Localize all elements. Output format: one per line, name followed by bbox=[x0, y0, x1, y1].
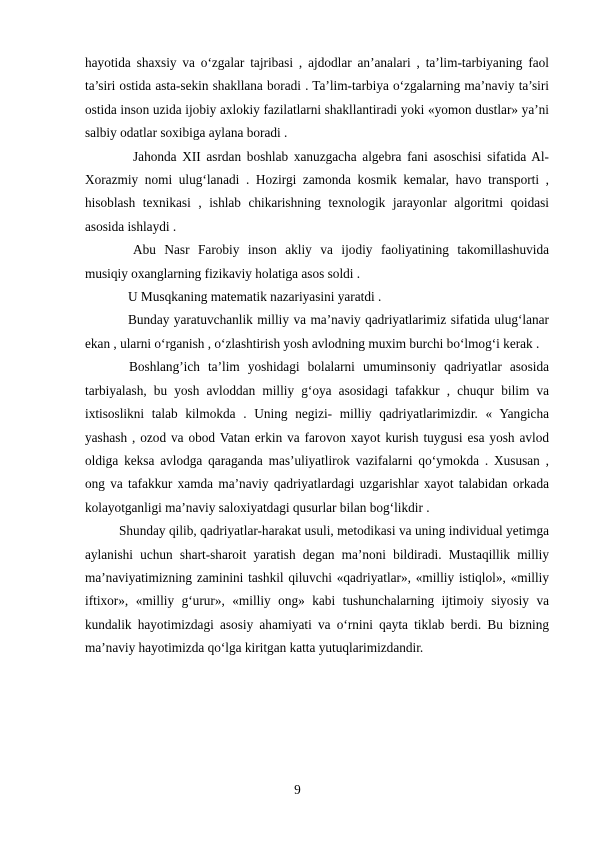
paragraph-music-theory: U Musqkaning matematik nazariyasini yaratdi . bbox=[128, 289, 382, 305]
body-text bbox=[85, 51, 549, 660]
paragraph-primary-education: Boshlang’ich ta’lim yoshidagi bolalarni umuminsoniy qadriyatlar asosida tarbiyalash, bu yosh avloddan milliy g‘oya asosidagi tafakkur , chuqur bilim va ixtisoslikni talab kilmokda . Uning negizi- milliy qadriyatlarimizdir. « Yangicha yashash , ozod va obod Vatan erkin va farovon xayot kurish tuygusi esa yosh avlod oldiga keksa avlodga qaraganda mas’uliyatlirok vazifalarni qo‘ymokda . Xususan , ong va tafakkur xamda ma’naviy qadriyatlardagi uzgarishlar xayot talabidan orkada kolayotganligi ma’naviy saloxiyatdagi qusurlar bilan bog‘likdir . bbox=[85, 359, 549, 515]
paragraph-conclusion: Shunday qilib, qadriyatlar-harakat usuli, metodikasi va uning individual yetimga aylanishi uchun shart-sharoit yaratish degan ma’noni bildiradi. Mustaqillik milliy ma’naviyatimizning zaminini tashkil qiluvchi «qadriyatlar», «milliy istiqlol», «milliy iftixor», «milliy g‘urur», «milliy ong» kabi tushunchalarning ijtimoiy siyosiy va kundalik hayotimizdagi asosiy ahamiyati va o‘rnini qayta tiklab berdi. Bu bizning ma’naviy hayotimizda qo‘lga kiritgan katta yutuqlarimizdandir. bbox=[85, 523, 549, 656]
paragraph-continuation: hayotida shaxsiy va o‘zgalar tajribasi , ajdodlar an’analari , ta’lim-tarbiyaning faol ta’siri ostida asta-sekin shakllana boradi . Ta’lim-tarbiya o‘zgalarning ma’naviy ta’siri ostida inson uzida ijobiy axlokiy fazilatlarni shakllantiradi yoki «yomon dustlar» ya’ni salbiy odatlar soxibiga aylana boradi . bbox=[85, 55, 549, 141]
paragraph-creativity: Bunday yaratuvchanlik milliy va ma’naviy qadriyatlarimiz sifatida ulug‘lanar ekan , ularni o‘rganish , o‘zlashtirish yosh avlodning muxim burchi bo‘lmog‘i kerak . bbox=[85, 312, 549, 351]
paragraph-al-xorazmiy: Jahonda XII asrdan boshlab xanuzgacha algebra fani asoschisi sifatida Al-Xorazmiy nomi ulug‘lanadi . Hozirgi zamonda kosmik kemalar, havo transporti , hisoblash texnikasi , ishlab chikarishning texnologik jarayonlar algoritmi qoidasi asosida ishlaydi . bbox=[85, 148, 549, 234]
paragraph-farobiy: Abu Nasr Farobiy inson akliy va ijodiy faoliyatining takomillashuvida musiqiy oxanglarning fizikaviy holatiga asos soldi . bbox=[85, 242, 549, 281]
page-number: 9 bbox=[294, 782, 301, 797]
